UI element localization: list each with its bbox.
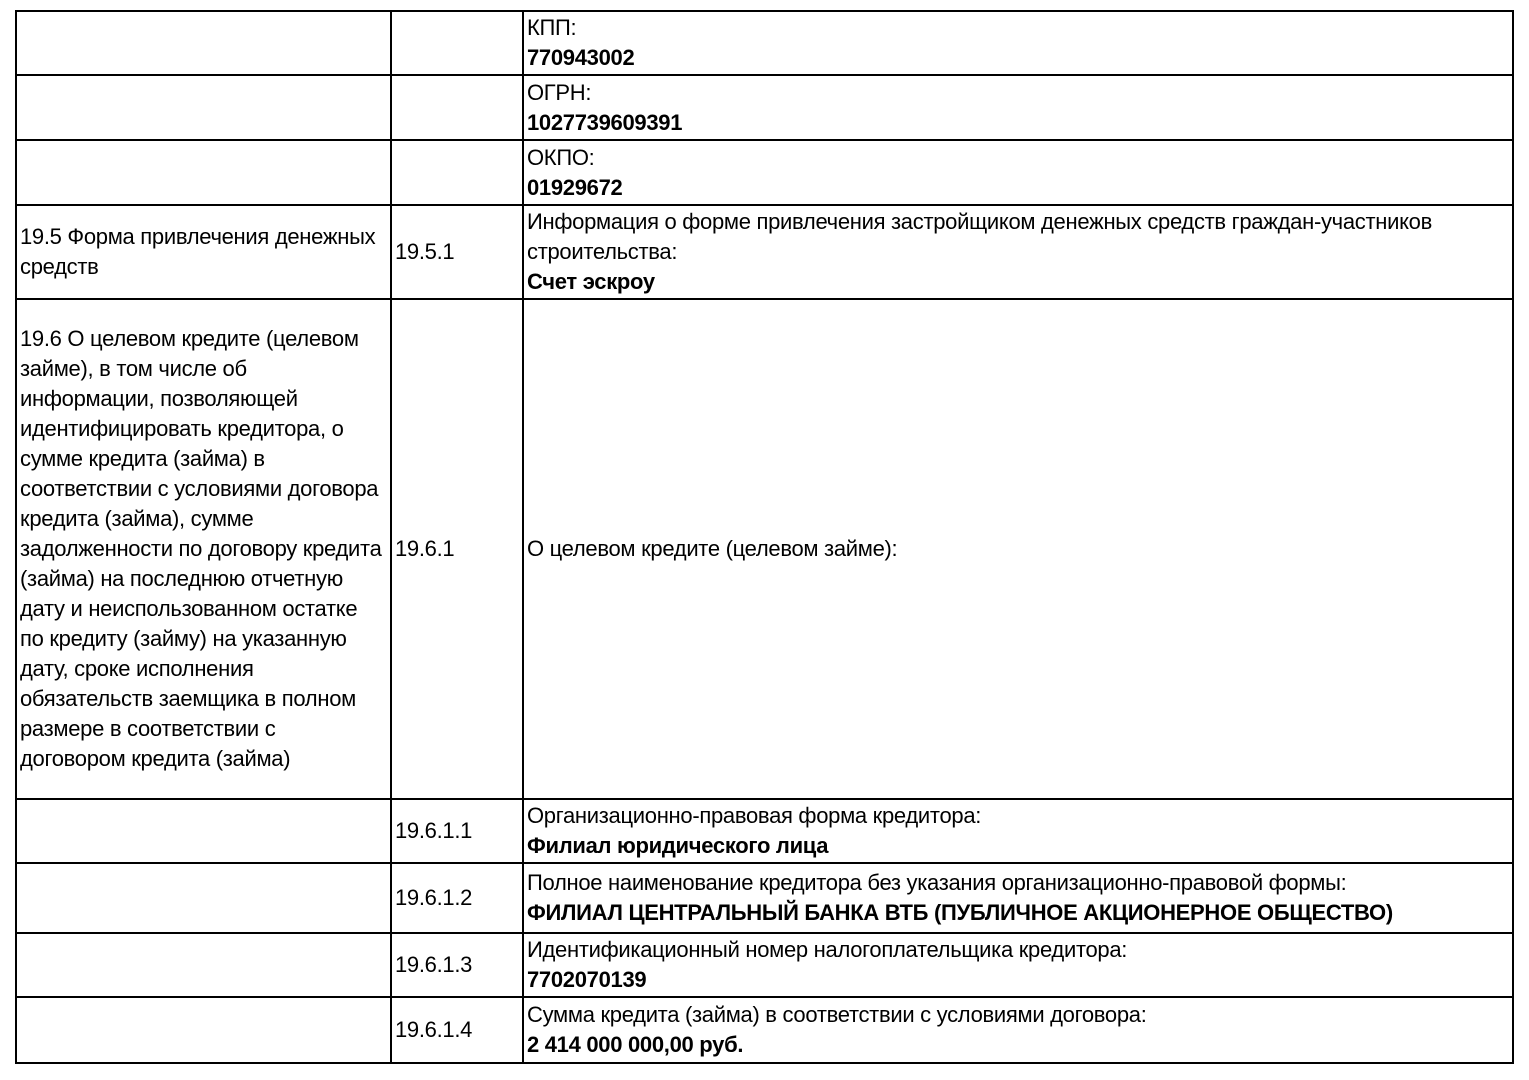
field-label: О целевом кредите (целевом займе): (527, 536, 898, 561)
item-number: 19.6.1.4 (395, 1017, 473, 1042)
field-label: ОКПО: (527, 144, 595, 170)
content-cell (523, 11, 1513, 75)
field-label: Идентификационный номер налогоплательщика кредитора: (527, 937, 1128, 962)
item-number-cell (391, 799, 523, 863)
item-number-cell (391, 140, 523, 205)
table-row-19-6-1-4 (16, 997, 1513, 1063)
table-row-ogrn (16, 75, 1513, 140)
item-number: 19.6.1.1 (395, 818, 473, 843)
field-label: ОГРН: (527, 79, 592, 105)
section-cell (16, 205, 391, 299)
section-cell (16, 863, 391, 933)
table-row-19-6-1-1 (16, 799, 1513, 863)
item-number-cell (391, 863, 523, 933)
section-label: 19.5 Форма привлечения денежных средств (20, 224, 376, 279)
content-cell (523, 933, 1513, 997)
item-number: 19.6.1.3 (395, 952, 473, 977)
field-label: Организационно-правовая форма кредитора: (527, 803, 982, 828)
content-cell (523, 863, 1513, 933)
table-row-19-6-1-3 (16, 933, 1513, 997)
field-value: 770943002 (527, 45, 635, 70)
table-row-19-6-1-2 (16, 863, 1513, 933)
field-value: 7702070139 (527, 967, 647, 992)
content-cell (523, 75, 1513, 140)
item-number-cell (391, 205, 523, 299)
table-row-okpo (16, 140, 1513, 205)
item-number-cell (391, 75, 523, 140)
item-number-cell (391, 933, 523, 997)
section-label: 19.6 О целевом кредите (целевом займе), в том числе об информации, позволяющей идентифицировать кредитора, о сумме кредита (займа) в соответствии с условиями договора кредита (займа), сумме задолженности по договору кредита (займа) на последнюю отчетную дату и неиспользованном остатке по кредиту (займу) на указанную дату, сроке исполнения обязательств заемщика в полном размере в соответствии с договором кредита (займа) (20, 326, 382, 771)
content-cell (523, 799, 1513, 863)
table-row-19-6-1 (16, 299, 1513, 799)
table-row-19-5-1 (16, 205, 1513, 299)
field-value: 01929672 (527, 174, 623, 200)
content-cell (523, 205, 1513, 299)
field-label: Полное наименование кредитора без указания организационно-правовой формы: (527, 870, 1347, 895)
field-label: Информация о форме привлечения застройщиком денежных средств граждан-участников строительства: (527, 209, 1432, 264)
table-row-kpp (16, 11, 1513, 75)
section-cell (16, 933, 391, 997)
field-value: Филиал юридического лица (527, 833, 829, 858)
content-cell (523, 997, 1513, 1063)
section-cell (16, 799, 391, 863)
section-cell (16, 11, 391, 75)
item-number-cell (391, 299, 523, 799)
item-number: 19.6.1.2 (395, 885, 473, 910)
section-cell (16, 299, 391, 799)
field-label: КПП: (527, 15, 577, 40)
item-number: 19.5.1 (395, 239, 455, 264)
section-cell (16, 140, 391, 205)
field-value: 1027739609391 (527, 109, 683, 135)
item-number-cell (391, 997, 523, 1063)
content-cell (523, 299, 1513, 799)
section-cell (16, 75, 391, 140)
item-number: 19.6.1 (395, 536, 455, 561)
content-cell (523, 140, 1513, 205)
field-label: Сумма кредита (займа) в соответствии с условиями договора: (527, 1002, 1147, 1027)
field-value: ФИЛИАЛ ЦЕНТРАЛЬНЫЙ БАНКА ВТБ (ПУБЛИЧНОЕ АКЦИОНЕРНОЕ ОБЩЕСТВО) (527, 900, 1393, 925)
declaration-table (15, 10, 1514, 1064)
field-value: Счет эскроу (527, 269, 655, 294)
item-number-cell (391, 11, 523, 75)
field-value: 2 414 000 000,00 руб. (527, 1032, 744, 1057)
section-cell (16, 997, 391, 1063)
